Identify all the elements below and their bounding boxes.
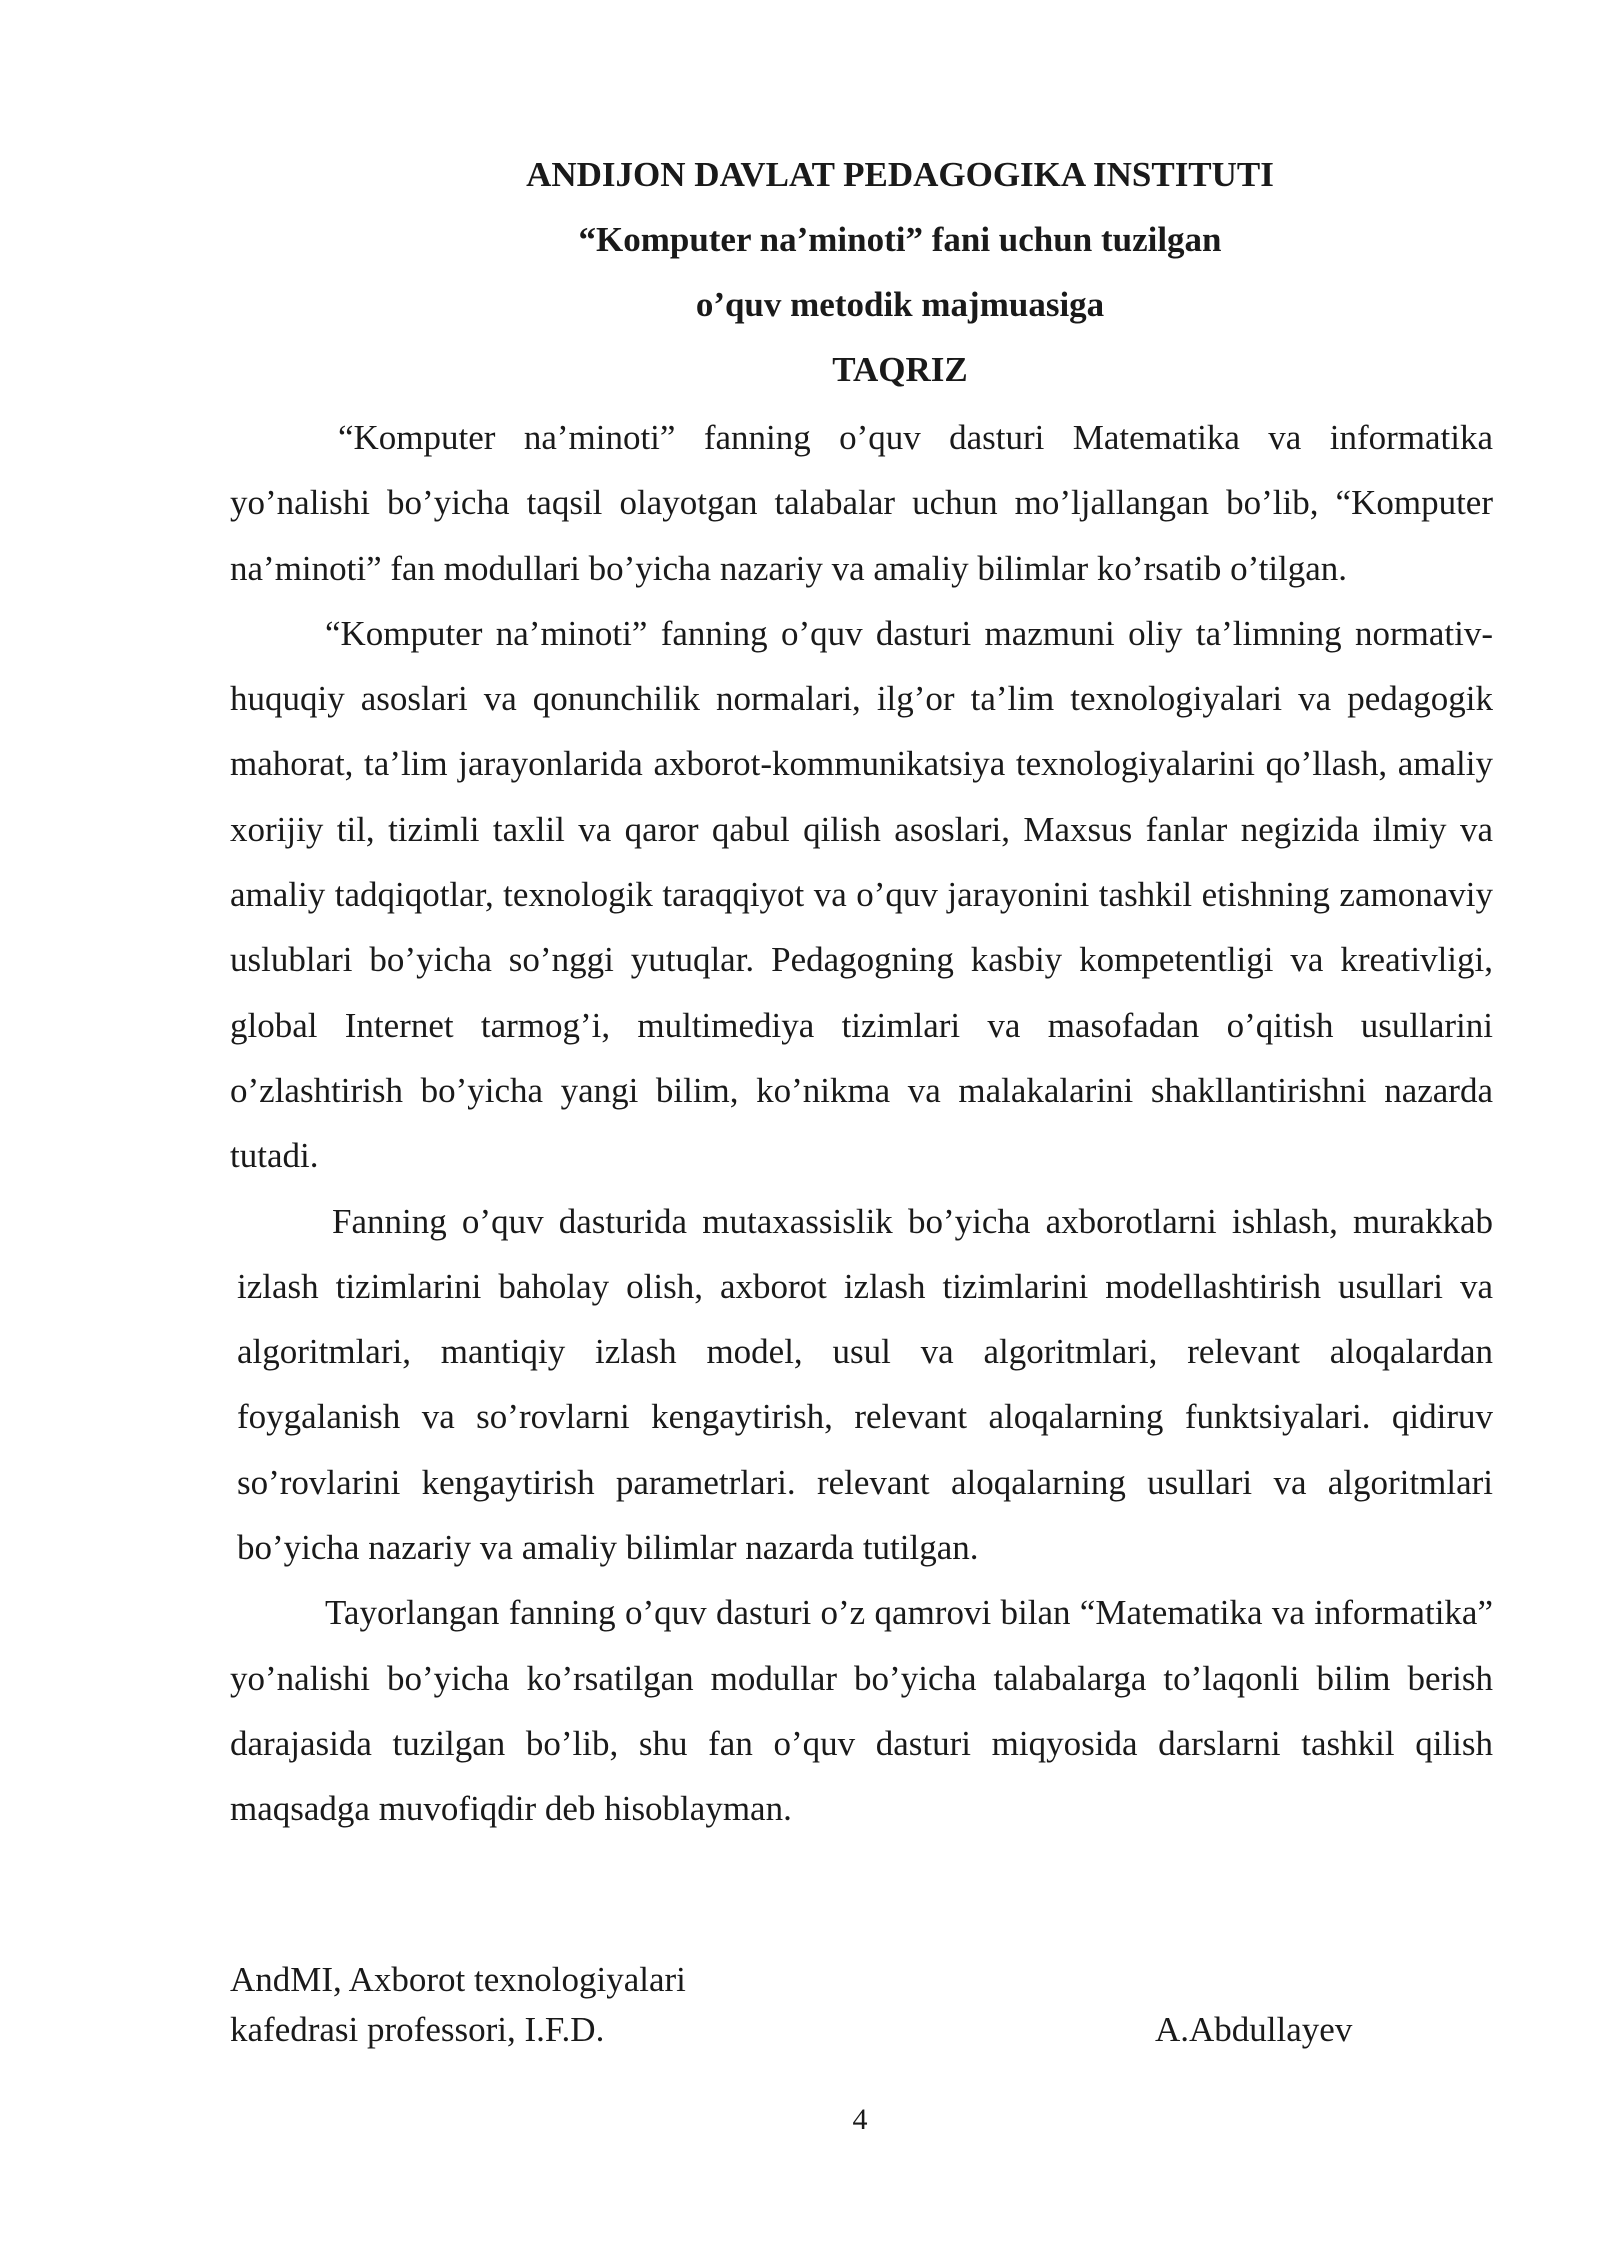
- signature-name: A.Abdullayev: [1155, 2010, 1353, 2049]
- paragraph-4: Tayorlangan fanning o’quv dasturi o’z qamrovi bilan “Matematika va informatika” yo’nalishi bo’yicha ko’rsatilgan modullar bo’yicha talabalarga to’laqonli bilim berish darajasida tuzilgan bo’lib, shu fan o’quv dasturi miqyosida darslarni tashkil qilish maqsadga muvofiqdir deb hisoblayman.: [230, 1593, 1493, 1829]
- subject-title: “Komputer na’minoti” fani uchun tuzilgan: [578, 220, 1222, 259]
- paragraph-3: Fanning o’quv dasturida mutaxassislik bo’yicha axborotlarni ishlash, murakkab izlash tizimlarini baholay olish, axborot izlash tizimlarini modellashtirish usullari va algoritmlari, mantiqiy izlash model, usul va algoritmlari, relevant aloqalardan foygalanish va so’rovlarni kengaytirish, relevant aloqalarning funktsiyalari. qidiruv so’rovlarini kengaytirish parametrlari. relevant aloqalarning usullari va algoritmlari bo’yicha nazariy va amaliy bilimlar nazarda tutilgan.: [237, 1201, 1493, 1568]
- signature-block: [230, 1955, 1380, 2055]
- page-number: 4: [852, 2103, 868, 2136]
- signature-affiliation: AndMI, Axborot texnologiyalari: [230, 1960, 686, 1999]
- paragraph-2: “Komputer na’minoti” fanning o’quv dasturi mazmuni oliy ta’limning normativ-huquqiy asoslari va qonunchilik normalari, ilg’or ta’lim texnologiyalari va pedagogik mahorat, ta’lim jarayonlarida axborot-kommunikatsiya texnologiyalarini qo’llash, amaliy xorijiy til, tizimli taxlil va qaror qabul qilish asoslari, Maxsus fanlar negizida ilmiy va amaliy tadqiqotlar, texnologik taraqqiyot va o’quv jarayonini tashkil etishning zamonaviy uslublari bo’yicha so’nggi yutuqlar. Pedagogning kasbiy kompetentligi va kreativligi, global Internet tarmog’i, multimediya tizimlari va masofadan o’qitish usullarini o’zlashtirish bo’yicha yangi bilim, ko’nikma va malakalarini shakllantirishni nazarda tutadi.: [230, 613, 1493, 1176]
- signature-position: kafedrasi professori, I.F.D.: [230, 2010, 605, 2049]
- review-title: TAQRIZ: [832, 350, 968, 389]
- review-body: [230, 405, 1493, 1842]
- paragraph-1: “Komputer na’minoti” fanning o’quv dasturi Matematika va informatika yo’nalishi bo’yicha taqsil olayotgan talabalar uchun mo’ljallangan bo’lib, “Komputer na’minoti” fan modullari bo’yicha nazariy va amaliy bilimlar ko’rsatib o’tilgan.: [230, 418, 1493, 588]
- institute-title: ANDIJON DAVLAT PEDAGOGIKA INSTITUTI: [526, 155, 1274, 194]
- complex-title: o’quv metodik majmuasiga: [695, 285, 1105, 324]
